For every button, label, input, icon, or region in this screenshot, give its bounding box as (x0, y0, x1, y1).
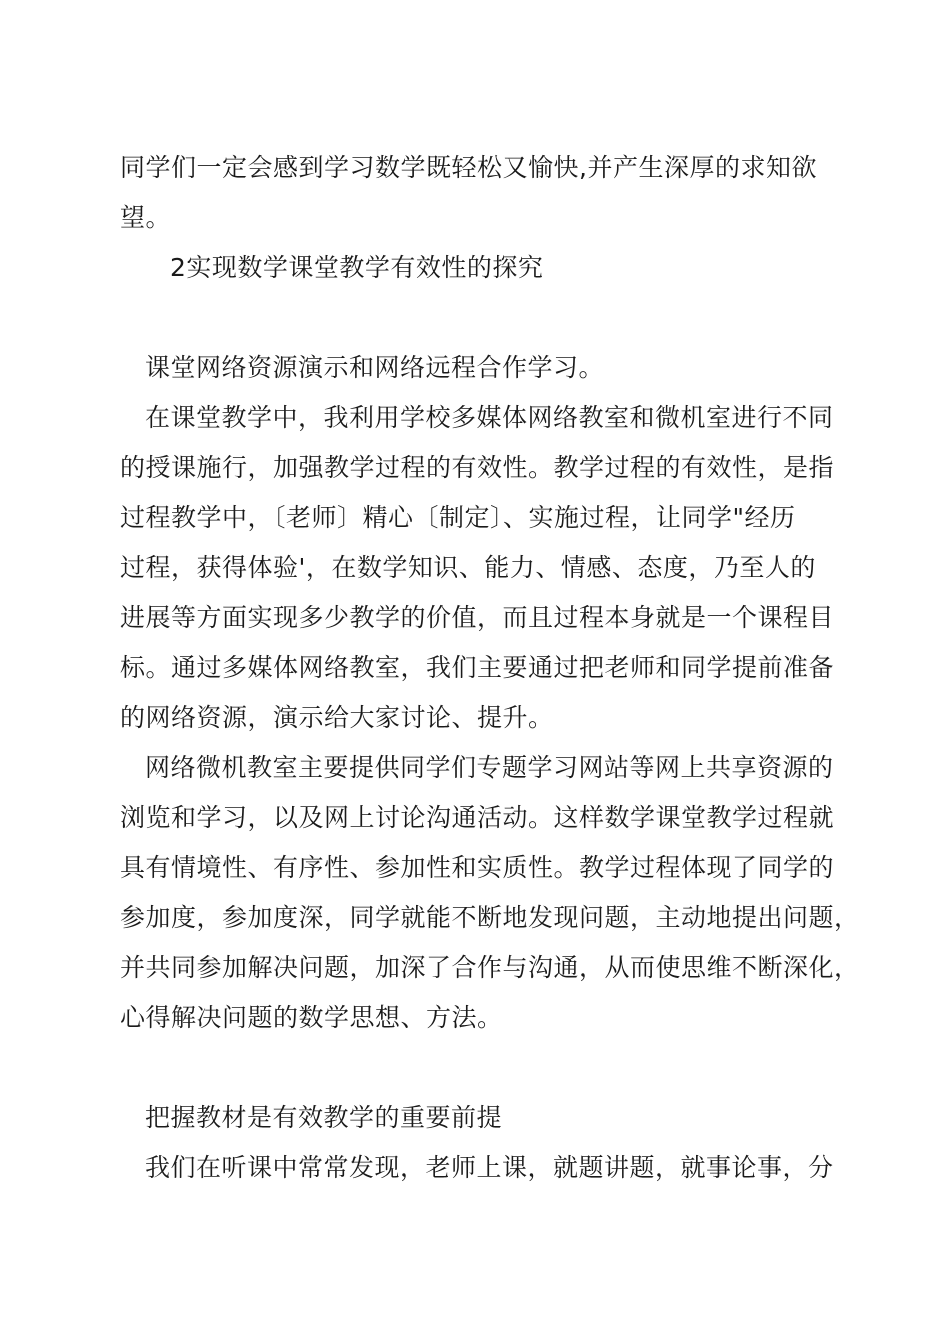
text-line: 并共同参加解决问题，加深了合作与沟通，从而使思维不断深化， (120, 953, 860, 982)
text-line: 具有情境性、有序性、参加性和实质性。教学过程体现了同学的 (120, 853, 835, 882)
section-heading: 2实现数学课堂教学有效性的探究 (170, 253, 544, 282)
text-line: 的网络资源，演示给大家讨论、提升。 (120, 703, 554, 732)
text-line: 参加度，参加度深，同学就能不断地发现问题，主动地提出问题， (120, 903, 860, 932)
text-line: 的授课施行，加强教学过程的有效性。教学过程的有效性，是指 (120, 453, 835, 482)
text-line: 心得解决问题的数学思想、方法。 (120, 1003, 503, 1032)
text-line: 在课堂教学中，我利用学校多媒体网络教室和微机室进行不同 (145, 403, 834, 432)
text-line: 网络微机教室主要提供同学们专题学习网站等网上共享资源的 (145, 753, 834, 782)
text-line: 同学们一定会感到学习数学既轻松又愉快,并产生深厚的求知欲 (120, 153, 817, 182)
text-line: 浏览和学习，以及网上讨论沟通活动。这样数学课堂教学过程就 (120, 803, 835, 832)
text-line: 过程，获得体验'，在数学知识、能力、情感、态度，乃至人的 (120, 553, 816, 582)
subheading: 课堂网络资源演示和网络远程合作学习。 (145, 353, 605, 382)
text-line: 进展等方面实现多少教学的价值，而且过程本身就是一个课程目 (120, 603, 835, 632)
text-line: 过程教学中，〔老师〕精心〔制定〕、实施过程，让同学"经历 (120, 503, 796, 532)
text-line: 望。 (120, 203, 172, 232)
subheading: 把握教材是有效教学的重要前提 (145, 1103, 503, 1132)
text-line: 标。通过多媒体网络教室，我们主要通过把老师和同学提前准备 (120, 653, 835, 682)
text-line: 我们在听课中常常发现，老师上课，就题讲题，就事论事，分 (145, 1153, 834, 1182)
